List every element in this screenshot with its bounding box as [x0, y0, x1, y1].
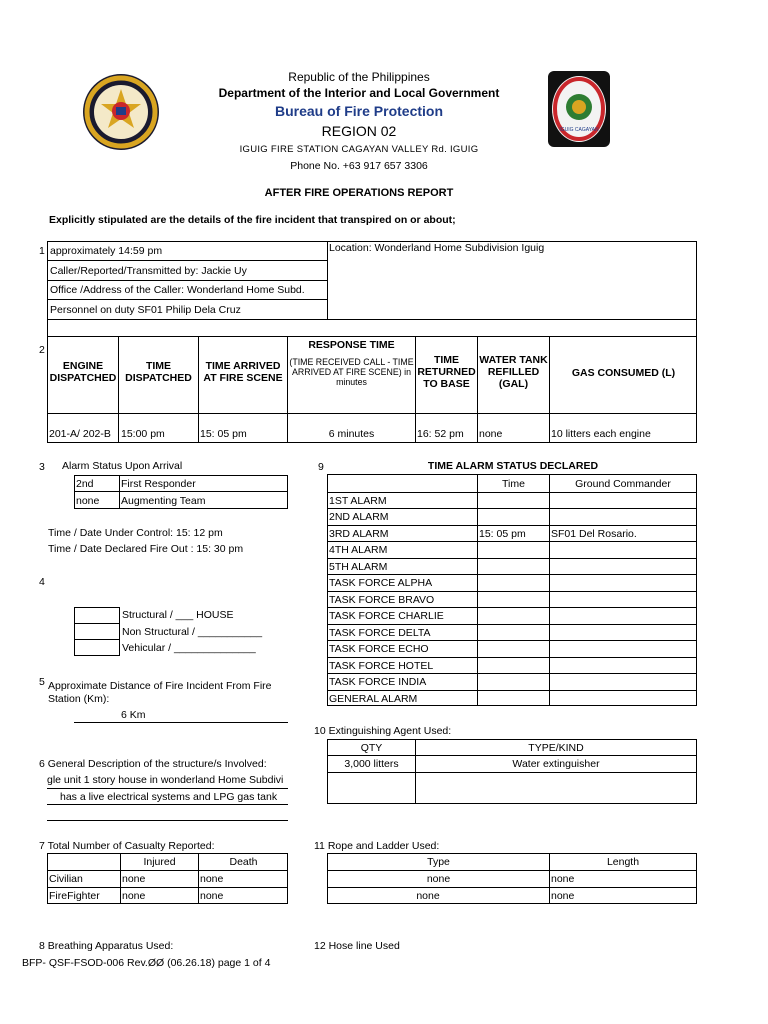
s9-table	[327, 474, 697, 706]
s9-row-line	[328, 525, 696, 526]
s3-fire-out: Time / Date Declared Fire Out : 15: 30 pm	[48, 543, 244, 555]
s7-col-death: Death	[229, 856, 258, 868]
s11-row-2-type: none	[416, 890, 440, 902]
s10-col-qty: QTY	[360, 742, 383, 754]
s9-row-line	[328, 607, 696, 608]
s7-row-2-who: FireFighter	[49, 890, 100, 902]
s6-line-2: has a live electrical systems and LPG gas tank	[60, 791, 278, 803]
s3-number: 3	[39, 461, 45, 473]
s10-qty: 3,000 litters	[344, 758, 399, 770]
s1-time: approximately 14:59 pm	[50, 245, 163, 257]
s6-underline	[47, 788, 288, 789]
s2-hdr-water-tank: WATER TANK REFILLED (GAL)	[479, 354, 548, 390]
s9-row-line	[328, 492, 696, 493]
s1-line	[47, 299, 328, 300]
s4-checkbox-table	[74, 607, 120, 656]
s9-number: 9	[318, 461, 324, 473]
header-phone: Phone No. +63 917 657 3306	[290, 160, 428, 172]
s5-underline	[74, 722, 288, 723]
s9-row-line	[328, 508, 696, 509]
s5-label-2: Station (Km):	[48, 693, 110, 705]
s2-time-dispatched: 15:00 pm	[121, 428, 165, 440]
s11-line	[327, 870, 697, 871]
s1-number: 1	[39, 245, 45, 257]
s9-row-alarm: GENERAL ALARM	[329, 692, 418, 705]
s3-col	[119, 475, 120, 509]
s1-location: Location: Wonderland Home Subdivision Iguig	[329, 242, 545, 254]
s6-line-1: gle unit 1 story house in wonderland Home Subdivi	[47, 774, 284, 786]
s7-row-2-injured: none	[122, 890, 146, 902]
s5-label-1: Approximate Distance of Fire Incident From Fire	[48, 680, 272, 692]
s1-line	[47, 260, 328, 261]
station-seal-logo	[548, 71, 610, 147]
s1-caller: Caller/Reported/Transmitted by: Jackie Uy	[50, 265, 247, 277]
s9-row-alarm: TASK FORCE ECHO	[329, 643, 429, 655]
s3-row-2-label: Augmenting Team	[121, 495, 206, 507]
s5-number: 5	[39, 676, 45, 688]
header-bureau: Bureau of Fire Protection	[274, 103, 444, 119]
s10-line	[327, 755, 697, 756]
s2-hdr-time-arrived: TIME ARRIVED AT FIRE SCENE	[203, 360, 283, 384]
s3-row-1-label: First Responder	[121, 478, 196, 490]
s9-row-alarm: 3RD ALARM	[329, 527, 389, 540]
s7-row-2-death: none	[200, 890, 224, 902]
s9-row-line	[328, 673, 696, 674]
s8-label: 8 Breathing Apparatus Used:	[39, 940, 174, 952]
s11-label: 11 Rope and Ladder Used:	[314, 840, 440, 852]
s9-row-alarm: TASK FORCE DELTA	[329, 626, 431, 639]
s11-row-1-type: none	[426, 873, 451, 885]
s9-row-alarm: 2ND ALARM	[329, 511, 389, 523]
s11-col-type: Type	[427, 856, 450, 868]
s9-row-alarm: 1ST ALARM	[329, 494, 387, 507]
s2-line	[47, 413, 697, 414]
station-seal-text: IGUIG CAGAYAN	[559, 127, 599, 133]
s10-line	[327, 772, 697, 773]
footer-text: BFP- QSF-FSOD-006 Rev.ØØ (06.26.18) page 1 of 4	[22, 957, 271, 969]
s2-hdr-response: RESPONSE TIME	[308, 339, 395, 351]
s9-row-line	[328, 640, 696, 641]
s2-box	[47, 336, 697, 443]
s3-title: Alarm Status Upon Arrival	[62, 460, 183, 472]
s11-row-1-length: none	[551, 873, 575, 885]
s2-water-tank: none	[479, 428, 503, 440]
s3-row-1-status: 2nd	[76, 478, 94, 490]
s7-line	[47, 870, 288, 871]
s9-row-line	[328, 574, 696, 575]
s11-line	[327, 887, 697, 888]
s9-row-time: 15: 05 pm	[479, 527, 526, 540]
s2-hdr-gas: GAS CONSUMED (L)	[571, 367, 676, 379]
s5-value: 6 Km	[121, 709, 146, 721]
s1-office: Office /Address of the Caller: Wonderland Home Subd.	[50, 284, 305, 296]
header-republic: Republic of the Philippines	[288, 70, 430, 84]
s9-row-alarm: TASK FORCE ALPHA	[329, 577, 433, 589]
s7-line	[47, 887, 288, 888]
s7-col-injured: Injured	[143, 856, 176, 868]
s9-row-alarm: TASK FORCE INDIA	[329, 676, 427, 688]
s4-line	[74, 623, 120, 624]
s6-underline	[47, 820, 288, 821]
s3-row-2-status: none	[76, 495, 100, 507]
s9-row-line	[328, 690, 696, 691]
s9-col-time: Time	[502, 478, 525, 490]
header-region: REGION 02	[321, 123, 397, 139]
s7-label: 7 Total Number of Casualty Reported:	[39, 840, 215, 852]
s9-row-line	[328, 657, 696, 658]
s9-row-line	[328, 558, 696, 559]
s4-structural: Structural / ___ HOUSE	[122, 609, 234, 621]
s10-type: Water extinguisher	[512, 758, 600, 770]
s11-row-2-length: none	[551, 890, 575, 902]
s2-col	[287, 336, 288, 443]
s9-title: TIME ALARM STATUS DECLARED	[427, 460, 599, 472]
s2-gas: 10 litters each engine	[551, 428, 651, 440]
s9-row-commander: SF01 Del Rosario.	[551, 527, 637, 540]
s7-row-1-who: Civilian	[49, 873, 83, 885]
header-department: Department of the Interior and Local Government	[218, 86, 500, 100]
s2-time-arrived: 15: 05 pm	[200, 428, 247, 440]
s6-underline	[47, 804, 288, 805]
s6-label: 6 General Description of the structure/s Involved:	[39, 758, 267, 770]
s10-label: 10 Extinguishing Agent Used:	[314, 725, 452, 737]
report-title: AFTER FIRE OPERATIONS REPORT	[264, 187, 454, 199]
s9-row-alarm: 5TH ALARM	[329, 560, 388, 573]
s2-hdr-response-sub: (TIME RECEIVED CALL - TIME ARRIVED AT FIRE SCENE) in minutes	[289, 357, 414, 388]
bfp-seal-logo	[82, 73, 160, 151]
s3-line	[74, 491, 288, 492]
s3-under-control: Time / Date Under Control: 15: 12 pm	[48, 527, 223, 539]
s2-response: 6 minutes	[328, 428, 375, 440]
s2-engine: 201-A/ 202-B	[49, 428, 111, 440]
s2-col	[549, 336, 550, 443]
s9-row-alarm: TASK FORCE CHARLIE	[329, 610, 444, 622]
s2-number: 2	[39, 344, 45, 356]
s11-col-length: Length	[606, 856, 640, 868]
s4-non-structural: Non Structural / ___________	[122, 626, 263, 638]
s7-row-1-death: none	[200, 873, 224, 885]
s2-hdr-engine: ENGINE DISPATCHED	[49, 360, 117, 384]
s4-vehicular: Vehicular / ______________	[122, 642, 256, 654]
s1-line	[47, 280, 328, 281]
s9-row-line	[328, 624, 696, 625]
s1-line	[47, 319, 697, 320]
s7-row-1-injured: none	[122, 873, 146, 885]
s9-row-alarm: TASK FORCE BRAVO	[329, 593, 435, 606]
s9-row-alarm: 4TH ALARM	[329, 544, 388, 556]
s9-row-alarm: TASK FORCE HOTEL	[329, 659, 434, 672]
s4-line	[74, 639, 120, 640]
report-intro: Explicitly stipulated are the details of the fire incident that transpired on or about;	[49, 214, 456, 226]
s12-label: 12 Hose line Used	[314, 940, 400, 952]
s2-time-returned: 16: 52 pm	[417, 428, 464, 440]
s9-row-line	[328, 591, 696, 592]
s2-hdr-time-dispatched: TIME DISPATCHED	[125, 360, 192, 384]
s1-divider	[327, 241, 328, 320]
s4-number: 4	[39, 576, 45, 588]
s9-col-commander: Ground Commander	[575, 478, 671, 490]
s2-col	[198, 336, 199, 443]
s10-col-type: TYPE/KIND	[528, 742, 584, 754]
s2-hdr-time-returned: TIME RETURNED TO BASE	[417, 354, 476, 390]
s1-personnel: Personnel on duty SF01 Philip Dela Cruz	[50, 304, 241, 316]
s2-col	[118, 336, 119, 443]
header-station: IGUIG FIRE STATION CAGAYAN VALLEY Rd. IGUIG	[239, 144, 479, 155]
s9-row-line	[328, 541, 696, 542]
